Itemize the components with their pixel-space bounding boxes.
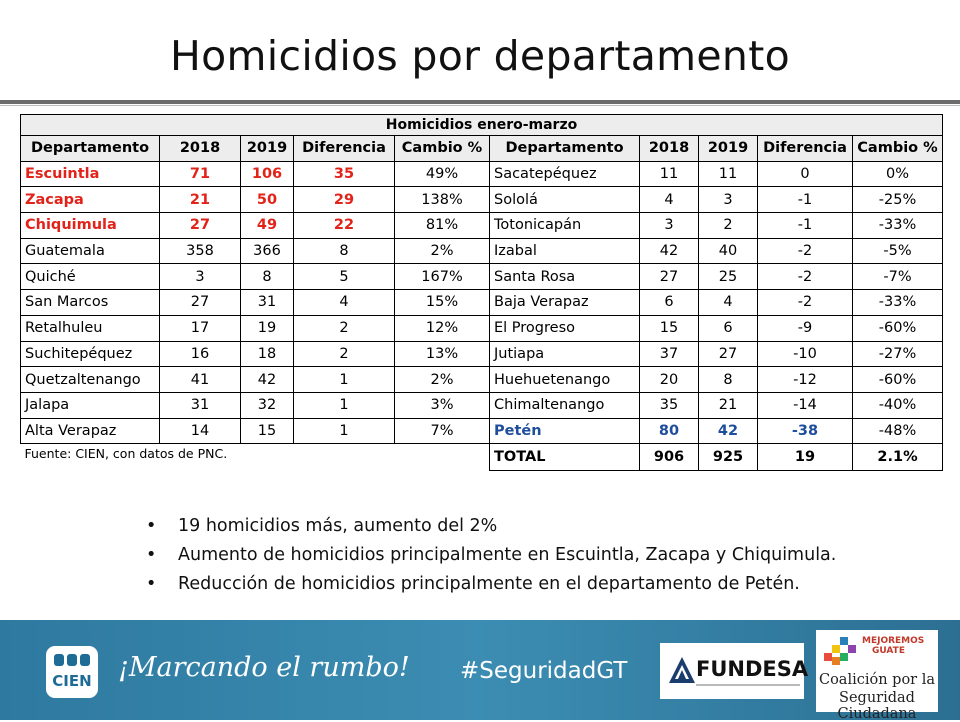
- value-cell: 2: [294, 315, 395, 341]
- value-cell: -25%: [853, 187, 943, 213]
- value-cell: 7%: [395, 418, 490, 444]
- value-cell: 8: [294, 238, 395, 264]
- department-name-cell: Alta Verapaz: [21, 418, 160, 444]
- value-cell: 19: [241, 315, 294, 341]
- value-cell: 14: [160, 418, 241, 444]
- value-cell: 22: [294, 213, 395, 239]
- table-row: [21, 264, 943, 290]
- department-name-cell: Zacapa: [21, 187, 160, 213]
- department-name-cell: Baja Verapaz: [490, 290, 640, 316]
- coalition-brand-line-2: GUATE: [872, 646, 905, 656]
- department-name-cell: Sacatepéquez: [490, 161, 640, 187]
- value-cell: 40: [699, 238, 758, 264]
- fundesa-logo-underline: [696, 684, 800, 686]
- value-cell: -9: [758, 315, 853, 341]
- value-cell: 2%: [395, 238, 490, 264]
- value-cell: 15%: [395, 290, 490, 316]
- value-cell: 4: [640, 187, 699, 213]
- value-cell: 17: [160, 315, 241, 341]
- total-value: 2.1%: [853, 444, 943, 471]
- value-cell: -2: [758, 290, 853, 316]
- coalition-logo: [816, 630, 938, 722]
- value-cell: 1: [294, 367, 395, 393]
- value-cell: 80: [640, 418, 699, 444]
- summary-bullet-item: [146, 512, 836, 541]
- value-cell: 25: [699, 264, 758, 290]
- table-row: [21, 238, 943, 264]
- department-name-cell: Huehuetenango: [490, 367, 640, 393]
- table-row: [21, 161, 943, 187]
- summary-bullet-text: 19 homicidios más, aumento del 2%: [178, 516, 498, 536]
- value-cell: 35: [640, 392, 699, 418]
- table-title: Homicidios enero-marzo: [21, 115, 943, 136]
- summary-bullet-item: [146, 541, 836, 570]
- value-cell: -7%: [853, 264, 943, 290]
- table-row: [21, 187, 943, 213]
- department-name-cell: San Marcos: [21, 290, 160, 316]
- department-name-cell: Izabal: [490, 238, 640, 264]
- column-header: 2018: [160, 136, 241, 162]
- value-cell: 3: [160, 264, 241, 290]
- value-cell: -5%: [853, 238, 943, 264]
- summary-bullets: [146, 512, 836, 599]
- total-label: TOTAL: [490, 444, 640, 471]
- value-cell: 2%: [395, 367, 490, 393]
- table-row: [21, 213, 943, 239]
- coalition-brand-line-1: MEJOREMOS: [862, 636, 925, 646]
- department-name-cell: Suchitepéquez: [21, 341, 160, 367]
- value-cell: -2: [758, 238, 853, 264]
- table-row: [21, 341, 943, 367]
- department-name-cell: Santa Rosa: [490, 264, 640, 290]
- value-cell: 42: [640, 238, 699, 264]
- department-name-cell: El Progreso: [490, 315, 640, 341]
- cien-logo-mark: [54, 654, 90, 670]
- footer-hashtag: #SeguridadGT: [460, 658, 628, 684]
- table-row: [21, 367, 943, 393]
- value-cell: -12: [758, 367, 853, 393]
- value-cell: 5: [294, 264, 395, 290]
- value-cell: 15: [241, 418, 294, 444]
- value-cell: -60%: [853, 315, 943, 341]
- value-cell: 37: [640, 341, 699, 367]
- bullet-dot-icon: •: [146, 574, 157, 594]
- value-cell: 2: [294, 341, 395, 367]
- column-header: Cambio %: [853, 136, 943, 162]
- department-name-cell: Escuintla: [21, 161, 160, 187]
- table-row: [21, 392, 943, 418]
- value-cell: 31: [160, 392, 241, 418]
- department-name-cell: Jalapa: [21, 392, 160, 418]
- value-cell: 42: [241, 367, 294, 393]
- summary-bullet-text: Aumento de homicidios principalmente en Escuintla, Zacapa y Chiquimula.: [178, 545, 837, 565]
- column-header: 2018: [640, 136, 699, 162]
- value-cell: -1: [758, 213, 853, 239]
- value-cell: 8: [699, 367, 758, 393]
- department-name-cell: Chimaltenango: [490, 392, 640, 418]
- value-cell: 4: [294, 290, 395, 316]
- value-cell: 12%: [395, 315, 490, 341]
- table-title-row: [21, 115, 943, 136]
- value-cell: -60%: [853, 367, 943, 393]
- homicide-table-container: [20, 114, 942, 471]
- value-cell: 6: [640, 290, 699, 316]
- value-cell: -1: [758, 187, 853, 213]
- value-cell: 4: [699, 290, 758, 316]
- cien-logo-text: CIEN: [52, 672, 92, 690]
- title-divider-shadow: [0, 105, 960, 106]
- value-cell: -38: [758, 418, 853, 444]
- coalition-name-line-2: Seguridad Ciudadana: [837, 690, 917, 722]
- value-cell: 49: [241, 213, 294, 239]
- value-cell: 8: [241, 264, 294, 290]
- table-row: [21, 418, 943, 444]
- value-cell: 3%: [395, 392, 490, 418]
- value-cell: 138%: [395, 187, 490, 213]
- fundesa-logo-text: FUNDESA: [696, 657, 809, 681]
- value-cell: 167%: [395, 264, 490, 290]
- department-name-cell: Petén: [490, 418, 640, 444]
- table-total-row: [21, 444, 943, 471]
- value-cell: 0: [758, 161, 853, 187]
- slide-title: Homicidios por departamento: [170, 32, 790, 80]
- value-cell: -27%: [853, 341, 943, 367]
- column-header: Departamento: [490, 136, 640, 162]
- value-cell: -14: [758, 392, 853, 418]
- value-cell: 32: [241, 392, 294, 418]
- value-cell: 41: [160, 367, 241, 393]
- value-cell: 21: [699, 392, 758, 418]
- value-cell: 81%: [395, 213, 490, 239]
- value-cell: 50: [241, 187, 294, 213]
- value-cell: 3: [699, 187, 758, 213]
- value-cell: 13%: [395, 341, 490, 367]
- column-header: 2019: [699, 136, 758, 162]
- value-cell: 27: [640, 264, 699, 290]
- value-cell: 11: [640, 161, 699, 187]
- column-header: Diferencia: [758, 136, 853, 162]
- summary-bullet-text: Reducción de homicidios principalmente en el departamento de Petén.: [178, 574, 800, 594]
- value-cell: 18: [241, 341, 294, 367]
- total-value: 906: [640, 444, 699, 471]
- department-name-cell: Jutiapa: [490, 341, 640, 367]
- department-name-cell: Quetzaltenango: [21, 367, 160, 393]
- value-cell: 27: [699, 341, 758, 367]
- column-header: Cambio %: [395, 136, 490, 162]
- value-cell: 20: [640, 367, 699, 393]
- value-cell: 11: [699, 161, 758, 187]
- total-value: 925: [699, 444, 758, 471]
- value-cell: 1: [294, 418, 395, 444]
- value-cell: 16: [160, 341, 241, 367]
- department-name-cell: Guatemala: [21, 238, 160, 264]
- value-cell: 27: [160, 290, 241, 316]
- cien-logo: [46, 646, 98, 698]
- value-cell: 3: [640, 213, 699, 239]
- department-name-cell: Retalhuleu: [21, 315, 160, 341]
- value-cell: 366: [241, 238, 294, 264]
- value-cell: -2: [758, 264, 853, 290]
- value-cell: 1: [294, 392, 395, 418]
- value-cell: 35: [294, 161, 395, 187]
- value-cell: 49%: [395, 161, 490, 187]
- value-cell: 106: [241, 161, 294, 187]
- value-cell: 21: [160, 187, 241, 213]
- value-cell: 15: [640, 315, 699, 341]
- value-cell: -33%: [853, 290, 943, 316]
- department-name-cell: Chiquimula: [21, 213, 160, 239]
- value-cell: 358: [160, 238, 241, 264]
- department-name-cell: Totonicapán: [490, 213, 640, 239]
- value-cell: 2: [699, 213, 758, 239]
- coalition-name-line-1: Coalición por la: [818, 672, 935, 688]
- department-name-cell: Sololá: [490, 187, 640, 213]
- value-cell: 27: [160, 213, 241, 239]
- value-cell: -48%: [853, 418, 943, 444]
- table-source-note: Fuente: CIEN, con datos de PNC.: [24, 446, 228, 462]
- value-cell: 29: [294, 187, 395, 213]
- value-cell: 71: [160, 161, 241, 187]
- homicide-table: [20, 114, 943, 471]
- column-header: 2019: [241, 136, 294, 162]
- bullet-dot-icon: •: [146, 545, 157, 565]
- value-cell: 0%: [853, 161, 943, 187]
- value-cell: 42: [699, 418, 758, 444]
- column-header: Diferencia: [294, 136, 395, 162]
- table-header-row: [21, 136, 943, 162]
- fundesa-mountain-icon: [668, 655, 696, 685]
- value-cell: -33%: [853, 213, 943, 239]
- bullet-dot-icon: •: [146, 516, 157, 536]
- title-divider: [0, 100, 960, 104]
- coalition-puzzle-icon: [822, 633, 858, 669]
- value-cell: -10: [758, 341, 853, 367]
- table-row: [21, 290, 943, 316]
- fundesa-logo: [660, 643, 809, 699]
- summary-bullet-item: [146, 570, 836, 599]
- column-header: Departamento: [21, 136, 160, 162]
- footer-tagline: ¡Marcando el rumbo!: [118, 652, 410, 683]
- table-row: [21, 315, 943, 341]
- value-cell: 31: [241, 290, 294, 316]
- value-cell: -40%: [853, 392, 943, 418]
- department-name-cell: Quiché: [21, 264, 160, 290]
- value-cell: 6: [699, 315, 758, 341]
- total-value: 19: [758, 444, 853, 471]
